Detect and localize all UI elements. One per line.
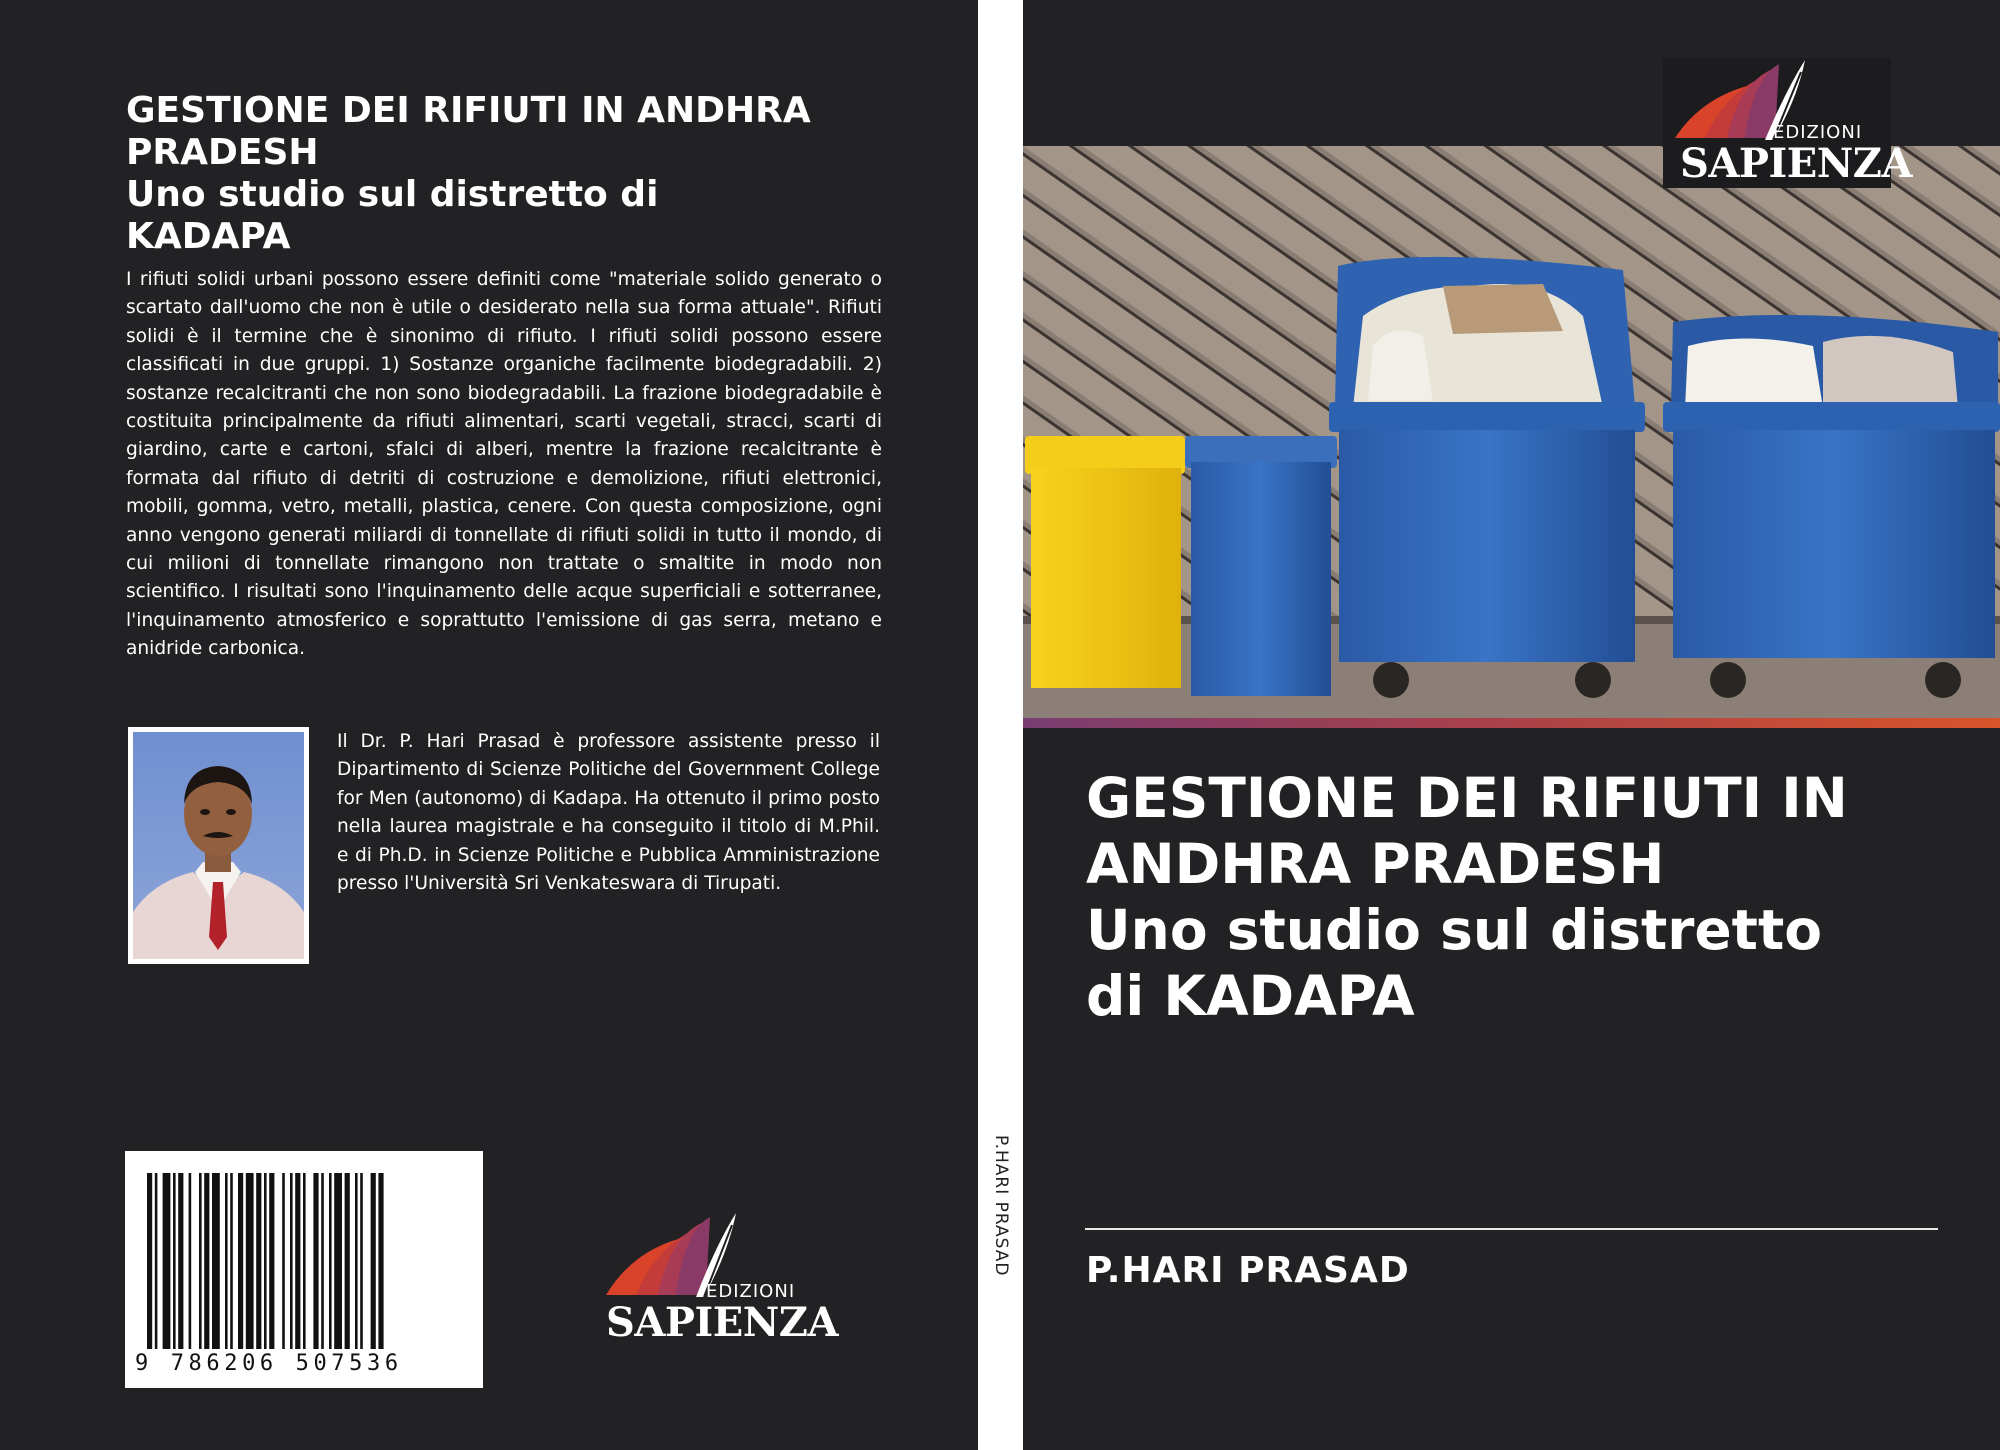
author-bio: Il Dr. P. Hari Prasad è professore assistente presso il Dipartimento di Scienze Politiche del Government College for Men (autonomo) di Kadapa. Ha ottenuto il primo posto nella laurea magistrale e ha conseguito il titolo di M.Phil. e di Ph.D. in Scienze Politiche e Pubblica Amministrazione presso l'Università Sri Venkateswara di Tirupati. [337, 731, 880, 895]
barcode-bar [334, 1173, 342, 1349]
barcode-bar [321, 1173, 324, 1349]
barcode-bar [155, 1173, 158, 1349]
accent-gradient-bar [1023, 718, 2000, 728]
barcode-bar [282, 1173, 285, 1349]
front-title-subtitle: Uno studio sul distretto di KADAPA [1086, 898, 1823, 1028]
back-title-main: GESTIONE DEI RIFIUTI IN ANDHRA PRADESH [126, 90, 811, 173]
barcode-bar [345, 1173, 350, 1349]
barcode-bar [256, 1173, 261, 1349]
barcode-bar [204, 1173, 209, 1349]
barcode-bar [355, 1173, 358, 1349]
spine-author: P.HARI PRASAD [991, 1135, 1011, 1277]
barcode-bar [225, 1173, 228, 1349]
front-cover-title [1086, 765, 1966, 1029]
publisher-logo-front [1663, 58, 1912, 188]
author-divider [1085, 1228, 1938, 1230]
barcode-bar [290, 1173, 293, 1349]
barcode-bar [189, 1173, 192, 1349]
barcode-bar [303, 1173, 306, 1349]
barcode-bar [163, 1173, 171, 1349]
publisher-edizioni-label: EDIZIONI [706, 1281, 796, 1302]
front-author: P.HARI PRASAD [1086, 1250, 1410, 1291]
barcode-bar [378, 1173, 383, 1349]
isbn-barcode [125, 1151, 483, 1388]
barcode-bars [125, 1151, 483, 1351]
barcode-bar [173, 1173, 176, 1349]
publisher-edizioni-label: EDIZIONI [1773, 122, 1863, 143]
barcode-bar [238, 1173, 243, 1349]
barcode-bar [178, 1173, 183, 1349]
publisher-name: SAPIENZA [1680, 140, 1912, 187]
back-cover-title [126, 90, 906, 258]
barcode-bar [264, 1173, 267, 1349]
barcode-bar [212, 1173, 220, 1349]
barcode-bar [147, 1173, 152, 1349]
front-title-main: GESTIONE DEI RIFIUTI IN ANDHRA PRADESH [1086, 766, 1848, 896]
barcode-bar [230, 1173, 233, 1349]
barcode-bar [313, 1173, 318, 1349]
cover-photo-waste-bins [1023, 146, 2000, 722]
waste-bins-illustration [1023, 146, 2000, 722]
barcode-bar [246, 1173, 254, 1349]
barcode-bar [199, 1173, 202, 1349]
publisher-name: SAPIENZA [606, 1299, 838, 1346]
barcode-bar [360, 1173, 363, 1349]
barcode-bar [269, 1173, 274, 1349]
publisher-logo-back [596, 1205, 838, 1346]
isbn-digits: 9 786206 507536 [135, 1351, 403, 1376]
back-title-subtitle: Uno studio sul distretto di KADAPA [126, 174, 659, 257]
author-photo [128, 727, 309, 964]
barcode-bar [329, 1173, 332, 1349]
barcode-bar [371, 1173, 376, 1349]
barcode-bar [295, 1173, 300, 1349]
author-portrait-image [133, 732, 304, 959]
book-blurb: I rifiuti solidi urbani possono essere definiti come "materiale solido generato o scartato dall'uomo che non è utile o desiderato nella sua forma attuale". Rifiuti solidi è il termine che è sinonimo di rifiuto. I rifiuti solidi possono essere classificati in due gruppi. 1) Sostanze organiche facilmente biodegradabili. 2) sostanze recalcitranti che non sono biodegradabili. La frazione biodegradabile è costituita principalmente da rifiuti alimentari, scarti vegetali, stracci, scarti di giardino, carte e cartoni, sfalci di alberi, mentre la frazione recalcitrante è formata dal rifiuto di detriti di costruzione e demolizione, rifiuti elettronici, mobili, gomma, vetro, metalli, plastica, cenere. Con questa composizione, ogni anno vengono generati miliardi di tonnellate di rifiuti solidi in tutto il mondo, di cui milioni di tonnellate rimangono non trattate o smaltite in modo non scientifico. I risultati sono l'inquinamento delle acque superficiali e sotterranee, l'inquinamento atmosferico e soprattutto l'emissione di gas serra, metano e anidride carbonica. [126, 269, 882, 660]
